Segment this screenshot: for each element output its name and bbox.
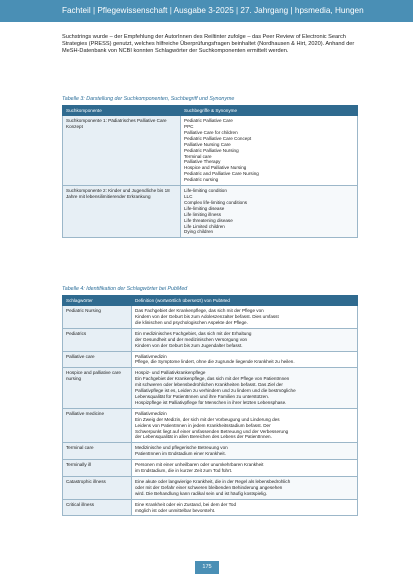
table4-line: Eine akute oder langwierige Krankheit, die in der Regel als lebensbedrohlich: [135, 478, 291, 484]
header-text: Fachteil | Pflegewissenschaft | Ausgabe 3-2025 | 27. Jahrgang | hpsmedia, Hungen: [62, 6, 364, 15]
table4-row: [63, 368, 358, 408]
table4-line: Palliativpflege ist es, Leiden zu verhindern und zu lindern und die bestmögliche: [135, 388, 296, 394]
table4-line: der Lebensqualität in allen Bereichen des Lebens der PatientInnen.: [135, 434, 272, 440]
table4-line: der Gesundheit und der medizinischen Versorgung von: [135, 336, 248, 342]
table4-line: Schwerpunkt liegt auf einer umfassenden Betreuung und der Verbesserung: [135, 428, 289, 434]
table4-line: die klinischen und psychologischen Aspekte der Pflege.: [135, 319, 248, 325]
table4-line: Personen mit einer unheilbaren oder unumkehrbaren Krankheit: [135, 462, 264, 468]
table4-header-row: [63, 296, 358, 306]
table4-cell-content: [132, 443, 358, 460]
table3-cell-content: [181, 116, 358, 186]
table4-cell-content: [132, 476, 358, 499]
table3-line: Life threatening disease: [184, 217, 233, 223]
table3-line: Life-limiting disease: [184, 205, 225, 211]
table4-cell-content: [132, 368, 358, 408]
table4-cell-content: [132, 408, 358, 443]
table4-cell-label: Palliative care: [63, 351, 132, 368]
table4-cell-content: [132, 351, 358, 368]
table3-line: Pediatric and Palliative Care Nursing: [184, 171, 259, 177]
table4-line: Palliativmedizin: [135, 353, 167, 359]
table4: [62, 295, 358, 516]
table4-cell-label: Catastrophic illness: [63, 476, 132, 499]
intro-paragraph: Suchstrings wurde – der Empfehlung der AutorInnen des Reiltinter zufolge – das Peer Review of Electronic Search Strategies (PRESS) genutzt, welches hilfreiche Überprüfungsfragen beinhaltet (Nordhausen & Hirt, 2020). Anhand der MeSH-Datenbank von NCBI konnten Schlagwörter der Suchkomponenten ermittelt werden.: [62, 34, 355, 55]
table3-row: [63, 186, 358, 238]
table4-row: [63, 443, 358, 460]
table3-line: Palliative Care for children: [184, 129, 238, 135]
table4-line: Hospiz- und Palliativkrankenpflege: [135, 370, 206, 376]
table4-line: Das Fachgebiet der Krankenpflege, das sich mit der Pflege von: [135, 308, 264, 314]
table4-cell-label: Pediatric Nursing: [63, 306, 132, 329]
table3-line: Life Limited children: [184, 223, 225, 229]
table3-line: Pediatric Palliative Nursing: [184, 147, 239, 153]
table4-line: wird. Die Behandlung kann radikal sein und ist häufig kostspielig.: [135, 490, 268, 496]
table3-cell-content: [181, 186, 358, 238]
table3-caption: Tabelle 3: Darstellung der Suchkomponenten, Suchbegriff und Synonyme: [62, 96, 235, 102]
table4-line: Eine Krankheit oder ein Zustand, bei dem der Tod: [135, 501, 237, 507]
table4-header-term: Schlagwörter: [63, 296, 132, 306]
table4-cell-label: Hospice and palliative care nursing: [63, 368, 132, 408]
table3-line: Terminal care: [184, 153, 212, 159]
table3-line: Hospice and Palliative Nursing: [184, 165, 247, 171]
table4-line: Ein medizinisches Fachgebiet, das sich mit der Erhaltung: [135, 330, 252, 336]
table3-line: Life-limiting condition: [184, 188, 227, 194]
table3-line: Life limiting illness: [184, 211, 222, 217]
table4-row: [63, 408, 358, 443]
table4-line: Kindern von der Geburt bis zum Adoleszenzalter befasst. Dies umfasst: [135, 314, 279, 319]
table3-line: Pediatric nursing: [184, 177, 219, 183]
table4-row: [63, 306, 358, 329]
table4-cell-content: [132, 328, 358, 351]
table3-cell-label: Suchkomponente 1: Pädiatrisches Palliative Care Konzept: [63, 116, 181, 186]
table4-line: Ein Fachgebiet der Krankenpflege, das sich mit der Pflege von PatientInnen: [135, 376, 290, 382]
header-bar: [0, 0, 413, 22]
page-number: 175: [195, 561, 219, 574]
table4-cell-label: Critical illness: [63, 499, 132, 516]
table4-line: PatientInnen im Endstadium einer Krankheit.: [135, 451, 226, 457]
table4-header-definition: Definition (wortwörtlich übersetzt) von PubMed: [132, 296, 358, 306]
table3-line: Pediatric Palliative Care Concept: [184, 135, 252, 141]
table4-cell-label: Palliative medicine: [63, 408, 132, 443]
table3-line: Palliative Therapy: [184, 159, 221, 165]
table4-row: [63, 499, 358, 516]
table4-cell-label: Terminal care: [63, 443, 132, 460]
table4-row: [63, 351, 358, 368]
table4-row: [63, 476, 358, 499]
table4-cell-label: Terminally ill: [63, 460, 132, 477]
table3-line: Pediatric Palliative Care: [184, 118, 233, 124]
table4-line: im Endstadium, die in kurzer Zeit zum Tod führt.: [135, 468, 233, 474]
table3-cell-label: Suchkomponente 2: Kinder und Jugendliche bis 18 Jahre mit lebensilimitierender Erkrankung: [63, 186, 181, 238]
table3-row: [63, 116, 358, 186]
table4-line: Pflege, die Symptome lindert, ohne die zugrunde liegende Krankheit zu heilen.: [135, 359, 295, 365]
table4-cell-content: [132, 460, 358, 477]
table3-line: Palliative Nursing Care: [184, 141, 231, 147]
table4-row: [63, 460, 358, 477]
table4-line: Lebensqualität für PatientInnen und ihre Familien zu unterstützen.: [135, 393, 270, 399]
table4-line: mit schweren oder lebensbedrohlichen Krankheiten befasst. Das Ziel der: [135, 382, 283, 388]
table4-line: Hospizpflege ist Palliativpflege für Menschen in ihrer letzten Lebensphase.: [135, 399, 287, 405]
table4-line: Kindern von der Geburt bis zum Jugendalter befasst.: [135, 342, 243, 348]
table4-line: möglich ist oder unmittelbar bevorsteht.: [135, 507, 216, 513]
table4-cell-label: Pediatrics: [63, 328, 132, 351]
table3-line: Dying children: [184, 229, 214, 235]
table4-line: Ein Zweig der Medizin, der sich mit der Vorbeugung und Linderung des: [135, 416, 280, 422]
table3-line: PPC: [184, 124, 194, 129]
table4-caption: Tabelle 4: Identifikation der Schlagwörter bei PubMed: [62, 286, 188, 292]
table4-cell-content: [132, 306, 358, 329]
table4-line: Medizinische und pflegerische Betreuung von: [135, 445, 228, 451]
table3-line: LLC: [184, 193, 193, 199]
table3: [62, 105, 358, 238]
table4-line: oder mit der Gefahr einer schweren bleibenden Behinderung angesehen: [135, 484, 283, 490]
table4-cell-content: [132, 499, 358, 516]
table3-header-terms: Suchbegriffe & Synonyme: [181, 106, 358, 116]
table4-row: [63, 328, 358, 351]
table3-header-component: Suchkomponente: [63, 106, 181, 116]
table4-line: Leidens von PatientInnen in jedem Krankheitsstadium befasst. Der: [135, 422, 271, 428]
table4-line: Palliativmedizin: [135, 410, 167, 416]
table3-header-row: [63, 106, 358, 116]
table3-line: Complex life-limiting conditions: [184, 199, 248, 205]
